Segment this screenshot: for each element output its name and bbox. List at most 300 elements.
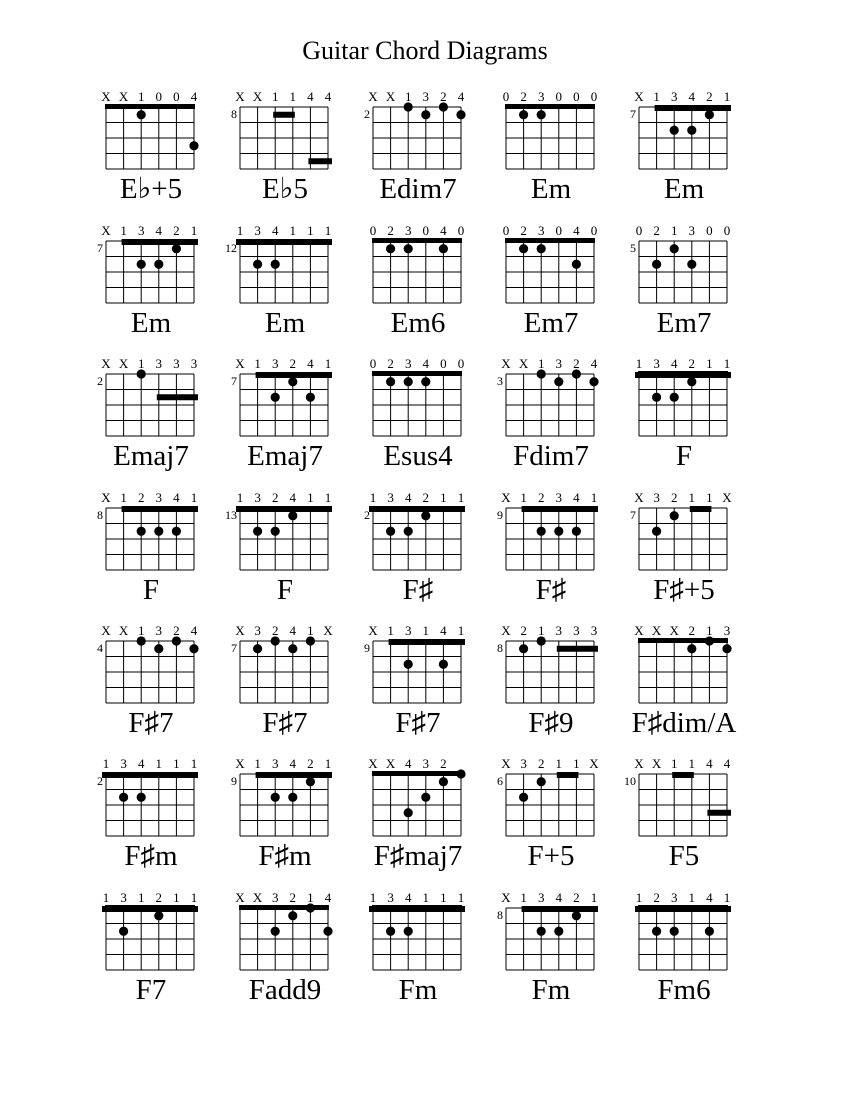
chord-name: Em bbox=[264, 307, 306, 339]
string-marks: 3 bbox=[555, 490, 563, 505]
finger-dot bbox=[154, 911, 163, 920]
chord-name: F♯7 bbox=[128, 707, 174, 739]
string-marks: 1 bbox=[688, 756, 696, 771]
string-marks: X bbox=[101, 89, 111, 104]
string-marks: 1 bbox=[723, 890, 731, 905]
string-marks: X bbox=[651, 623, 662, 638]
string-marks: 4 bbox=[590, 356, 598, 371]
string-marks: X bbox=[518, 356, 529, 371]
string-marks: 3 bbox=[723, 623, 731, 638]
finger-dot bbox=[404, 808, 413, 817]
string-marks: 1 bbox=[670, 223, 678, 238]
fret-number: 9 bbox=[231, 774, 237, 788]
string-marks: 1 bbox=[369, 490, 377, 505]
chord-name: Edim7 bbox=[379, 173, 457, 205]
string-marks: 2 bbox=[520, 623, 527, 638]
string-marks: 4 bbox=[307, 356, 314, 371]
string-marks: 0 bbox=[635, 223, 643, 238]
string-marks: 3 bbox=[653, 356, 660, 371]
string-marks: 1 bbox=[254, 356, 261, 371]
finger-dot bbox=[670, 927, 679, 936]
barre-mark bbox=[236, 506, 332, 512]
page-title: Guitar Chord Diagrams bbox=[302, 36, 548, 65]
chord-fretboard bbox=[619, 352, 749, 452]
finger-dot bbox=[154, 260, 163, 269]
fret-number: 9 bbox=[364, 641, 370, 655]
finger-dot bbox=[119, 927, 128, 936]
string-marks: 1 bbox=[173, 890, 180, 905]
barre-mark bbox=[690, 506, 712, 512]
string-marks: 1 bbox=[289, 89, 297, 104]
string-marks: 1 bbox=[137, 623, 145, 638]
string-marks: 3 bbox=[537, 223, 545, 238]
string-marks: 2 bbox=[387, 223, 394, 238]
chord-fretboard bbox=[619, 752, 749, 852]
string-marks: 3 bbox=[590, 623, 598, 638]
chord-diagram bbox=[486, 85, 616, 235]
finger-dot bbox=[670, 126, 679, 135]
string-marks: 1 bbox=[706, 490, 713, 505]
string-marks: 4 bbox=[706, 890, 713, 905]
string-marks: 1 bbox=[307, 890, 314, 905]
chord-name: Fm bbox=[531, 974, 571, 1006]
fret-number: 7 bbox=[231, 641, 237, 655]
string-marks: 0 bbox=[555, 223, 563, 238]
string-marks: 1 bbox=[706, 356, 713, 371]
chord-name: Em7 bbox=[656, 307, 712, 339]
string-marks: X bbox=[501, 490, 511, 505]
chord-fretboard bbox=[86, 352, 216, 452]
string-marks: X bbox=[252, 890, 263, 905]
fret-number: 10 bbox=[624, 774, 636, 788]
chord-diagram bbox=[353, 619, 483, 769]
finger-dot bbox=[288, 793, 297, 802]
chord-diagram bbox=[353, 486, 483, 636]
string-marks: 3 bbox=[670, 890, 678, 905]
string-marks: 0 bbox=[706, 223, 713, 238]
string-marks: 2 bbox=[653, 890, 660, 905]
string-marks: X bbox=[101, 490, 111, 505]
string-marks: 3 bbox=[190, 356, 198, 371]
string-marks: 1 bbox=[190, 490, 198, 505]
chord-name: F bbox=[142, 574, 160, 606]
finger-dot bbox=[554, 927, 563, 936]
finger-dot bbox=[271, 393, 280, 402]
string-marks: 2 bbox=[520, 223, 527, 238]
chord-fretboard bbox=[220, 352, 350, 452]
chord-name: F♯ bbox=[535, 574, 567, 606]
string-marks: 2 bbox=[537, 756, 545, 771]
string-marks: 0 bbox=[369, 356, 377, 371]
chord-diagram bbox=[353, 886, 483, 1036]
finger-dot bbox=[670, 244, 679, 253]
finger-dot bbox=[253, 260, 262, 269]
string-marks: 1 bbox=[120, 490, 127, 505]
chord-nut bbox=[239, 905, 329, 910]
finger-dot bbox=[705, 927, 714, 936]
string-marks: 0 bbox=[422, 223, 430, 238]
chord-name: Fm6 bbox=[657, 974, 711, 1006]
barre-mark bbox=[102, 906, 198, 912]
chord-diagram bbox=[220, 85, 350, 235]
chord-diagram bbox=[353, 752, 483, 902]
string-marks: 1 bbox=[236, 490, 244, 505]
finger-dot bbox=[323, 927, 332, 936]
string-marks: 0 bbox=[369, 223, 377, 238]
chord-name: F+5 bbox=[527, 840, 575, 872]
string-marks: 3 bbox=[688, 223, 696, 238]
chord-diagram bbox=[619, 886, 749, 1036]
barre-mark bbox=[522, 906, 598, 912]
finger-dot bbox=[271, 260, 280, 269]
string-marks: 1 bbox=[422, 890, 430, 905]
chord-name: Fdim7 bbox=[513, 440, 589, 472]
string-marks: 1 bbox=[688, 890, 696, 905]
finger-dot bbox=[572, 527, 581, 536]
chord-nut bbox=[372, 238, 462, 243]
chord-fretboard bbox=[619, 886, 749, 986]
chord-diagram bbox=[220, 352, 350, 502]
chord-name: F♯maj7 bbox=[373, 840, 463, 872]
string-marks: 4 bbox=[573, 490, 580, 505]
finger-dot bbox=[722, 644, 731, 653]
chord-fretboard bbox=[486, 886, 616, 986]
fret-number: 13 bbox=[225, 508, 237, 522]
string-marks: 4 bbox=[324, 89, 332, 104]
finger-dot bbox=[652, 527, 661, 536]
string-marks: 3 bbox=[271, 890, 279, 905]
finger-dot bbox=[137, 793, 146, 802]
string-marks: 3 bbox=[422, 756, 430, 771]
barre-mark bbox=[122, 239, 198, 245]
string-marks: 3 bbox=[137, 223, 145, 238]
chord-name: Fadd9 bbox=[248, 974, 322, 1006]
chord-name: F bbox=[276, 574, 294, 606]
chord-fretboard bbox=[619, 486, 749, 586]
chord-nut bbox=[372, 371, 462, 376]
finger-dot bbox=[537, 527, 546, 536]
chord-diagram bbox=[220, 219, 350, 369]
string-marks: 1 bbox=[635, 356, 643, 371]
chord-fretboard bbox=[220, 85, 350, 185]
finger-dot bbox=[271, 927, 280, 936]
string-marks: 3 bbox=[404, 356, 412, 371]
barre-mark bbox=[672, 772, 694, 778]
string-marks: X bbox=[651, 756, 662, 771]
string-marks: 3 bbox=[670, 89, 678, 104]
string-marks: 1 bbox=[137, 356, 145, 371]
string-marks: 1 bbox=[173, 756, 180, 771]
string-marks: 1 bbox=[102, 756, 110, 771]
finger-dot bbox=[652, 927, 661, 936]
chord-name: Emaj7 bbox=[247, 440, 323, 472]
string-marks: 1 bbox=[590, 490, 598, 505]
fret-number: 7 bbox=[97, 241, 103, 255]
chord-name: F♯ bbox=[402, 574, 434, 606]
string-marks: 1 bbox=[271, 89, 279, 104]
string-marks: 3 bbox=[173, 356, 180, 371]
string-marks: 3 bbox=[537, 89, 545, 104]
string-marks: 3 bbox=[387, 890, 394, 905]
string-marks: X bbox=[634, 623, 644, 638]
string-marks: 1 bbox=[537, 356, 545, 371]
finger-dot bbox=[421, 110, 430, 119]
finger-dot bbox=[137, 527, 146, 536]
string-marks: 4 bbox=[404, 490, 412, 505]
string-marks: 4 bbox=[137, 756, 145, 771]
string-marks: 0 bbox=[173, 89, 180, 104]
string-marks: 4 bbox=[271, 223, 279, 238]
chord-name: F7 bbox=[135, 974, 167, 1006]
barre-mark bbox=[102, 772, 198, 778]
string-marks: 3 bbox=[404, 623, 412, 638]
barre-mark bbox=[522, 506, 598, 512]
string-marks: 3 bbox=[573, 623, 580, 638]
finger-dot bbox=[119, 793, 128, 802]
string-marks: 1 bbox=[137, 890, 145, 905]
string-marks: 1 bbox=[688, 490, 696, 505]
finger-dot bbox=[253, 527, 262, 536]
string-marks: 3 bbox=[520, 756, 527, 771]
string-marks: X bbox=[385, 89, 396, 104]
chord-diagram bbox=[353, 352, 483, 502]
string-marks: 1 bbox=[706, 623, 713, 638]
string-marks: X bbox=[118, 623, 129, 638]
string-marks: 2 bbox=[688, 356, 696, 371]
chord-diagram bbox=[486, 752, 616, 902]
chord-fretboard bbox=[486, 219, 616, 319]
string-marks: 1 bbox=[520, 890, 527, 905]
finger-dot bbox=[572, 911, 581, 920]
finger-dot bbox=[154, 644, 163, 653]
fret-number: 7 bbox=[231, 374, 237, 388]
string-marks: 1 bbox=[387, 623, 394, 638]
chord-fretboard bbox=[486, 752, 616, 852]
finger-dot bbox=[554, 527, 563, 536]
string-marks: 4 bbox=[155, 223, 163, 238]
string-marks: 0 bbox=[457, 223, 465, 238]
string-marks: 0 bbox=[155, 89, 163, 104]
string-marks: 1 bbox=[190, 223, 198, 238]
chord-diagram bbox=[220, 486, 350, 636]
chord-diagram bbox=[86, 85, 216, 235]
finger-dot bbox=[288, 911, 297, 920]
string-marks: 2 bbox=[289, 890, 297, 905]
barre-mark bbox=[256, 772, 332, 778]
finger-dot bbox=[172, 244, 181, 253]
chord-fretboard bbox=[486, 352, 616, 452]
string-marks: 1 bbox=[555, 756, 563, 771]
string-marks: 3 bbox=[653, 490, 660, 505]
finger-dot bbox=[589, 377, 598, 386]
string-marks: 1 bbox=[653, 89, 660, 104]
string-marks: 3 bbox=[155, 623, 163, 638]
string-marks: 3 bbox=[555, 623, 563, 638]
string-marks: 2 bbox=[520, 89, 527, 104]
chord-fretboard bbox=[353, 619, 483, 719]
finger-dot bbox=[687, 126, 696, 135]
finger-dot bbox=[670, 511, 679, 520]
string-marks: 2 bbox=[573, 356, 580, 371]
chord-name: E♭+5 bbox=[119, 173, 183, 205]
fret-number: 2 bbox=[97, 374, 103, 388]
string-marks: 1 bbox=[190, 756, 198, 771]
finger-dot bbox=[306, 777, 315, 786]
chord-diagram bbox=[486, 352, 616, 502]
chord-fretboard bbox=[353, 752, 483, 852]
string-marks: 4 bbox=[324, 890, 332, 905]
chord-name: Em7 bbox=[523, 307, 579, 339]
finger-dot bbox=[652, 393, 661, 402]
string-marks: 2 bbox=[173, 623, 180, 638]
string-marks: 1 bbox=[457, 490, 465, 505]
fret-number: 4 bbox=[97, 641, 103, 655]
barre-mark bbox=[635, 372, 731, 378]
string-marks: 3 bbox=[387, 490, 394, 505]
fret-number: 12 bbox=[225, 241, 237, 255]
barre-mark bbox=[557, 772, 579, 778]
string-marks: 1 bbox=[324, 223, 332, 238]
chord-fretboard bbox=[220, 486, 350, 586]
finger-dot bbox=[404, 527, 413, 536]
finger-dot bbox=[386, 377, 395, 386]
chord-name: F♯7 bbox=[262, 707, 308, 739]
string-marks: 4 bbox=[555, 890, 563, 905]
string-marks: 0 bbox=[440, 356, 447, 371]
finger-dot bbox=[439, 244, 448, 253]
string-marks: X bbox=[589, 756, 599, 771]
chord-name: F bbox=[675, 440, 693, 472]
string-marks: 2 bbox=[573, 890, 580, 905]
finger-dot bbox=[137, 260, 146, 269]
chord-name: Fm bbox=[398, 974, 438, 1006]
string-marks: X bbox=[368, 89, 378, 104]
finger-dot bbox=[189, 644, 198, 653]
fret-number: 7 bbox=[630, 508, 636, 522]
string-marks: X bbox=[385, 756, 396, 771]
barre-mark bbox=[707, 810, 731, 816]
chord-name: F♯7 bbox=[395, 707, 441, 739]
string-marks: 3 bbox=[155, 490, 163, 505]
string-marks: 2 bbox=[537, 490, 545, 505]
chord-diagram bbox=[86, 752, 216, 902]
chord-fretboard bbox=[86, 619, 216, 719]
chord-fretboard bbox=[619, 85, 749, 185]
chord-fretboard bbox=[353, 219, 483, 319]
string-marks: X bbox=[501, 356, 511, 371]
finger-dot bbox=[271, 527, 280, 536]
chord-fretboard bbox=[220, 219, 350, 319]
string-marks: 2 bbox=[688, 623, 696, 638]
barre-mark bbox=[369, 906, 465, 912]
chord-diagram bbox=[86, 619, 216, 769]
string-marks: 4 bbox=[688, 89, 696, 104]
chord-fretboard bbox=[353, 352, 483, 452]
finger-dot bbox=[670, 393, 679, 402]
string-marks: 3 bbox=[271, 756, 279, 771]
string-marks: 4 bbox=[440, 623, 447, 638]
string-marks: 1 bbox=[324, 490, 332, 505]
chord-name: F♯9 bbox=[528, 707, 574, 739]
barre-mark bbox=[308, 158, 332, 164]
string-marks: 0 bbox=[590, 223, 598, 238]
fret-number: 9 bbox=[497, 508, 503, 522]
string-marks: 1 bbox=[520, 490, 527, 505]
chord-fretboard bbox=[220, 886, 350, 986]
string-marks: 4 bbox=[190, 89, 198, 104]
string-marks: 1 bbox=[155, 756, 163, 771]
barre-mark bbox=[655, 105, 731, 111]
fret-number: 3 bbox=[497, 374, 503, 388]
chord-fretboard bbox=[486, 619, 616, 719]
string-marks: 4 bbox=[440, 223, 447, 238]
chord-fretboard bbox=[619, 619, 749, 719]
finger-dot bbox=[288, 511, 297, 520]
string-marks: 1 bbox=[307, 223, 314, 238]
string-marks: 4 bbox=[289, 490, 297, 505]
chord-diagram bbox=[486, 886, 616, 1036]
string-marks: X bbox=[118, 89, 129, 104]
fret-number: 5 bbox=[630, 241, 636, 255]
string-marks: 3 bbox=[120, 756, 127, 771]
string-marks: 0 bbox=[723, 223, 731, 238]
string-marks: 3 bbox=[537, 890, 545, 905]
string-marks: 4 bbox=[404, 756, 412, 771]
string-marks: 1 bbox=[369, 890, 377, 905]
string-marks: X bbox=[634, 89, 644, 104]
chord-diagram bbox=[220, 752, 350, 902]
finger-dot bbox=[687, 644, 696, 653]
string-marks: 1 bbox=[137, 89, 145, 104]
string-marks: X bbox=[501, 623, 511, 638]
finger-dot bbox=[537, 110, 546, 119]
string-marks: 1 bbox=[723, 356, 731, 371]
string-marks: 4 bbox=[173, 490, 180, 505]
finger-dot bbox=[456, 769, 465, 778]
string-marks: 2 bbox=[173, 223, 180, 238]
string-marks: 1 bbox=[573, 756, 580, 771]
string-marks: X bbox=[368, 623, 378, 638]
string-marks: 4 bbox=[307, 89, 314, 104]
chord-fretboard bbox=[619, 219, 749, 319]
string-marks: X bbox=[235, 756, 245, 771]
string-marks: X bbox=[368, 756, 378, 771]
finger-dot bbox=[652, 260, 661, 269]
finger-dot bbox=[253, 644, 262, 653]
fret-number: 2 bbox=[364, 107, 370, 121]
chord-name: Em bbox=[530, 173, 572, 205]
string-marks: 0 bbox=[573, 89, 580, 104]
chord-name: Em bbox=[663, 173, 705, 205]
finger-dot bbox=[537, 244, 546, 253]
chord-nut bbox=[105, 104, 195, 109]
string-marks: 3 bbox=[404, 223, 412, 238]
finger-dot bbox=[404, 244, 413, 253]
finger-dot bbox=[386, 244, 395, 253]
fret-number: 6 bbox=[497, 774, 503, 788]
string-marks: 2 bbox=[271, 490, 279, 505]
chord-name: Em bbox=[130, 307, 172, 339]
string-marks: X bbox=[252, 89, 263, 104]
string-marks: X bbox=[235, 89, 245, 104]
chord-diagram bbox=[220, 886, 350, 1036]
string-marks: 2 bbox=[289, 356, 297, 371]
string-marks: 2 bbox=[653, 223, 660, 238]
string-marks: X bbox=[722, 490, 732, 505]
chord-name: Em6 bbox=[390, 307, 446, 339]
finger-dot bbox=[288, 644, 297, 653]
finger-dot bbox=[687, 260, 696, 269]
